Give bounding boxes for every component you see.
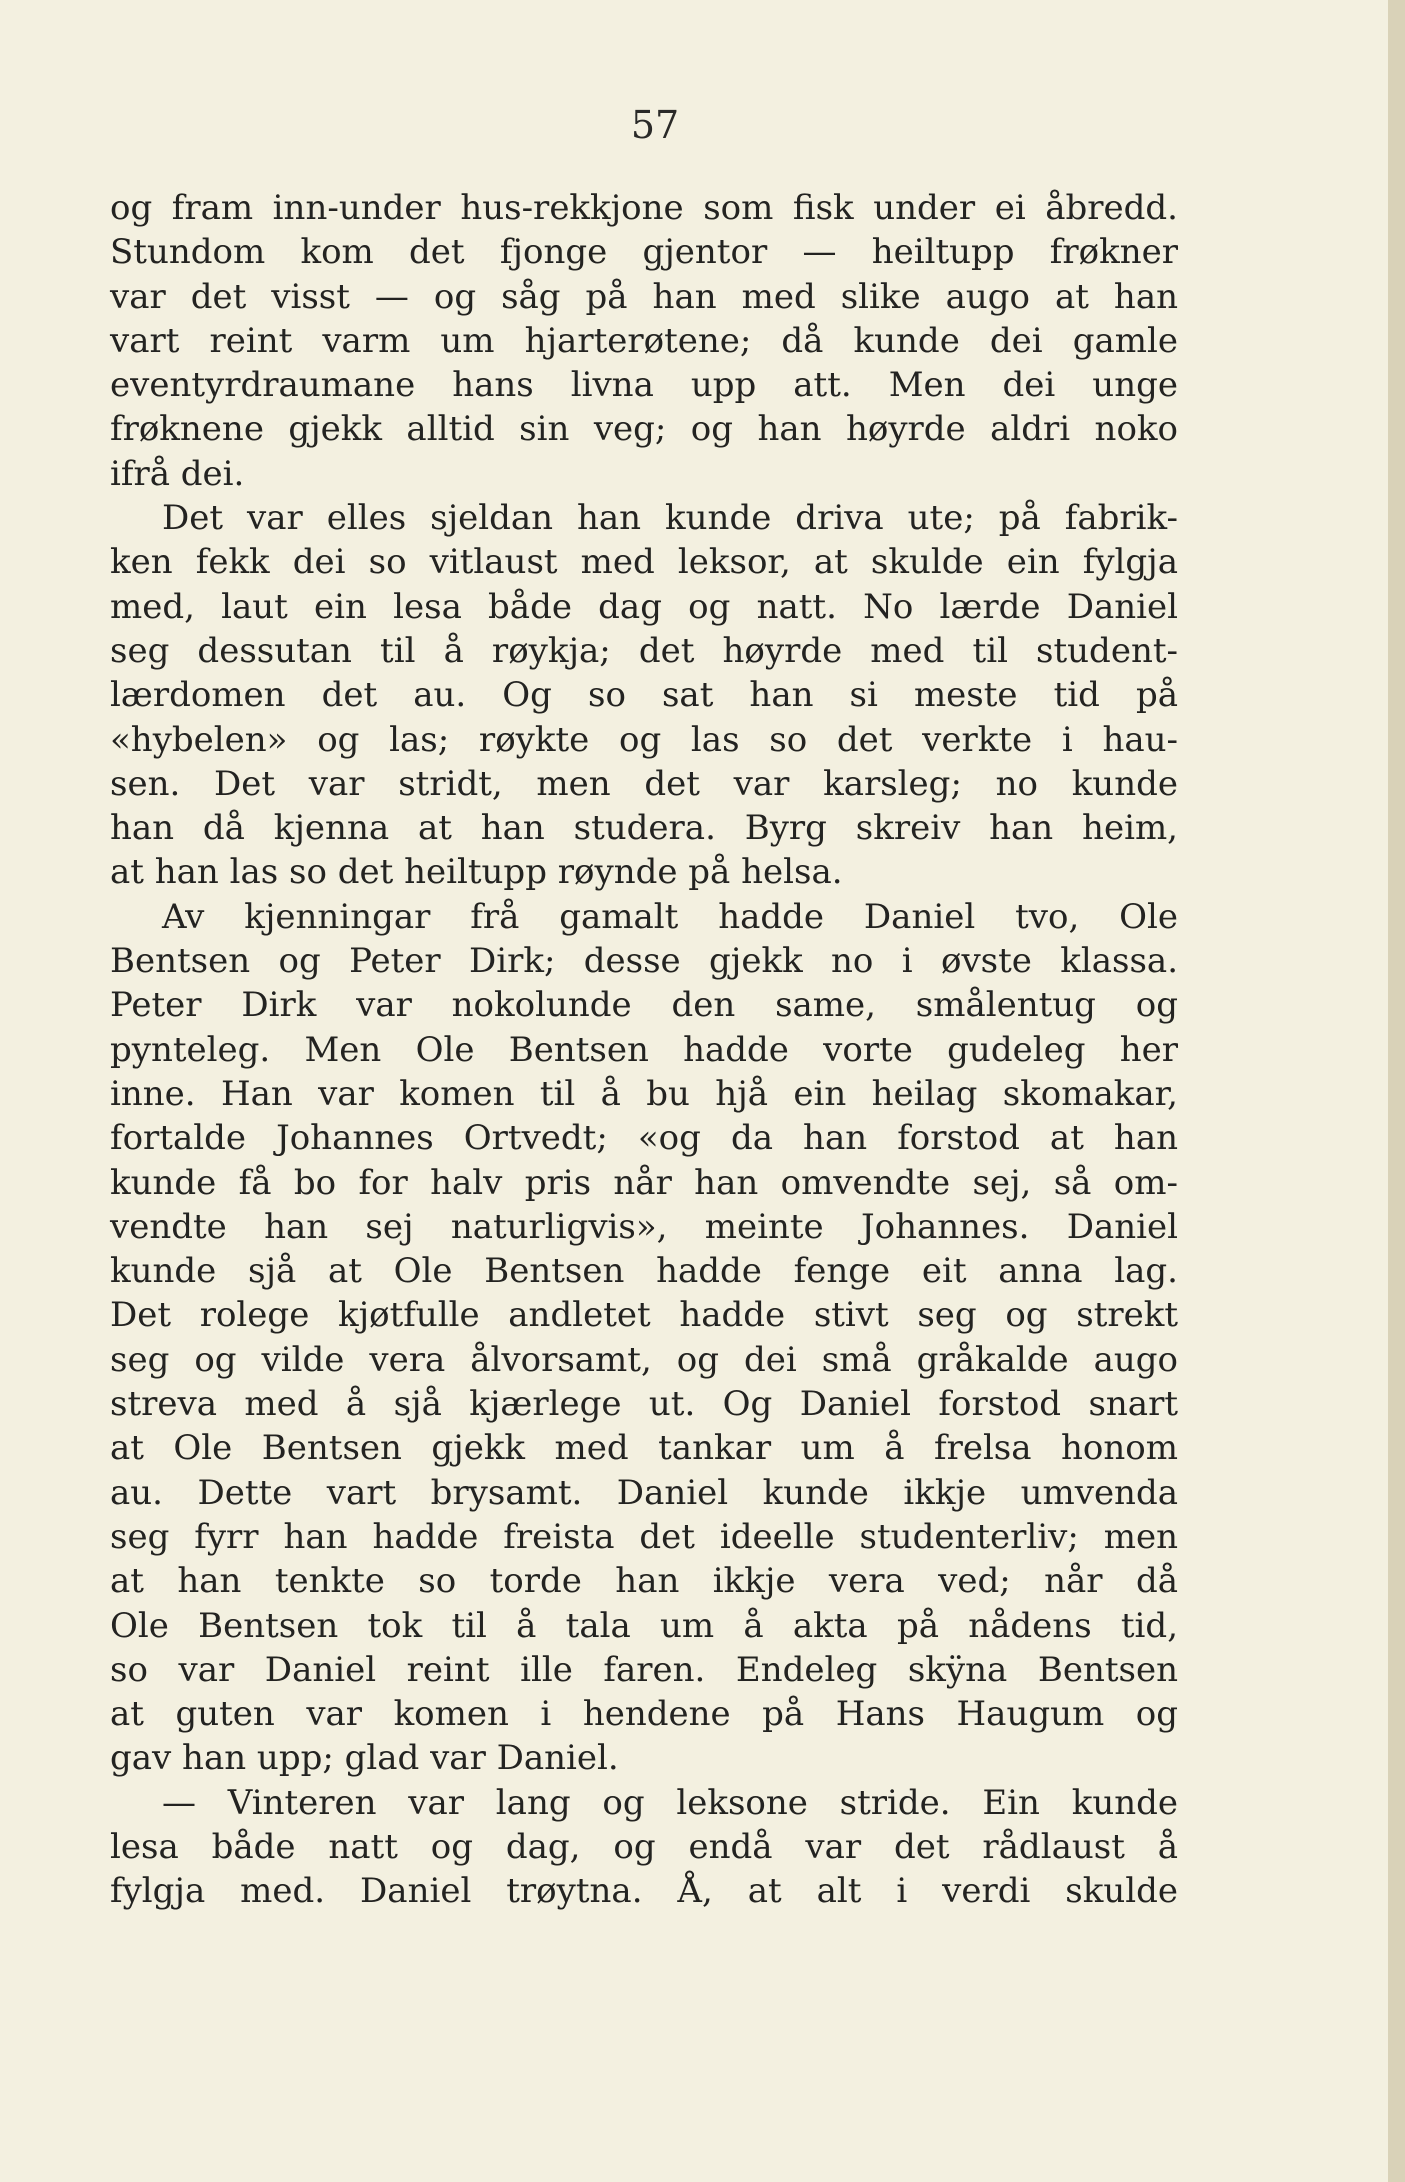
text-line: ken fekk dei so vitlaust med leksor, at skulde ein fylgja — [110, 542, 1178, 583]
text-line: kunde sjå at Ole Bentsen hadde fenge eit anna lag. — [110, 1251, 1178, 1292]
text-line: frøknene gjekk alltid sin veg; og han høyrde aldri noko — [110, 409, 1178, 450]
text-line: streva med å sjå kjærlege ut. Og Daniel forstod snart — [110, 1384, 1178, 1425]
text-line: lærdomen det au. Og so sat han si meste tid på — [110, 675, 1178, 716]
text-line: Av kjenningar frå gamalt hadde Daniel tvo, Ole — [162, 896, 1178, 937]
text-line: Peter Dirk var nokolunde den same, smålentug og — [110, 985, 1178, 1026]
text-line: seg fyrr han hadde freista det ideelle studenterliv; men — [110, 1516, 1178, 1557]
text-line: gav han upp; glad var Daniel. — [110, 1738, 619, 1779]
text-line: at han las so det heiltupp røynde på helsa. — [110, 852, 843, 893]
text-line: Stundom kom det fjonge gjentor — heiltupp frøkner — [110, 232, 1178, 273]
text-line: au. Dette vart brysamt. Daniel kunde ikkje umvenda — [110, 1472, 1178, 1513]
text-line: Det var elles sjeldan han kunde driva ute; på fabrik- — [162, 498, 1178, 539]
text-line: at Ole Bentsen gjekk med tankar um å frelsa honom — [110, 1428, 1178, 1469]
text-line: Ole Bentsen tok til å tala um å akta på nådens tid, — [110, 1605, 1178, 1646]
text-line: so var Daniel reint ille faren. Endeleg skÿna Bentsen — [110, 1649, 1178, 1690]
text-line: «hybelen» og las; røykte og las so det verkte i hau- — [110, 719, 1178, 760]
text-line: — Vinteren var lang og leksone stride. Ein kunde — [162, 1782, 1178, 1823]
text-line: sen. Det var stridt, men det var karsleg; no kunde — [110, 763, 1178, 804]
text-line: fylgja med. Daniel trøytna. Å, at alt i verdi skulde — [110, 1871, 1178, 1912]
text-line: vendte han sej naturligvis», meinte Johannes. Daniel — [110, 1206, 1178, 1247]
text-line: lesa både natt og dag, og endå var det rådlaust å — [110, 1826, 1178, 1867]
text-line: han då kjenna at han studera. Byrg skreiv han heim, — [110, 808, 1178, 849]
text-line: seg dessutan til å røykja; det høyrde med til student- — [110, 630, 1178, 671]
text-line: pynteleg. Men Ole Bentsen hadde vorte gudeleg her — [110, 1029, 1178, 1070]
text-line: vart reint varm um hjarterøtene; då kunde dei gamle — [110, 320, 1178, 361]
text-line: at han tenkte so torde han ikkje vera ved; når då — [110, 1561, 1178, 1602]
text-line: at guten var komen i hendene på Hans Haugum og — [110, 1694, 1178, 1735]
text-line: Bentsen og Peter Dirk; desse gjekk no i øvste klassa. — [110, 941, 1178, 982]
text-line: var det visst — og såg på han med slike augo at han — [110, 276, 1178, 317]
page-edge — [1388, 0, 1405, 2182]
text-line: Det rolege kjøtfulle andletet hadde stivt seg og strekt — [110, 1295, 1178, 1336]
text-line: og fram inn-under hus-rekkjone som fisk under ei åbredd. — [110, 188, 1178, 228]
text-line: fortalde Johannes Ortvedt; «og da han forstod at han — [110, 1118, 1178, 1159]
text-line: med, laut ein lesa både dag og natt. No lærde Daniel — [110, 586, 1178, 627]
text-line: seg og vilde vera ålvorsamt, og dei små gråkalde augo — [110, 1339, 1178, 1380]
body-text — [110, 186, 1178, 1914]
text-line: ifrå dei. — [110, 453, 245, 494]
text-line: inne. Han var komen til å bu hjå ein heilag skomakar, — [110, 1073, 1178, 1114]
text-line: eventyrdraumane hans livna upp att. Men dei unge — [110, 365, 1178, 406]
page-number: 57 — [630, 103, 680, 147]
text-line: kunde få bo for halv pris når han omvendte sej, så om- — [110, 1162, 1178, 1203]
